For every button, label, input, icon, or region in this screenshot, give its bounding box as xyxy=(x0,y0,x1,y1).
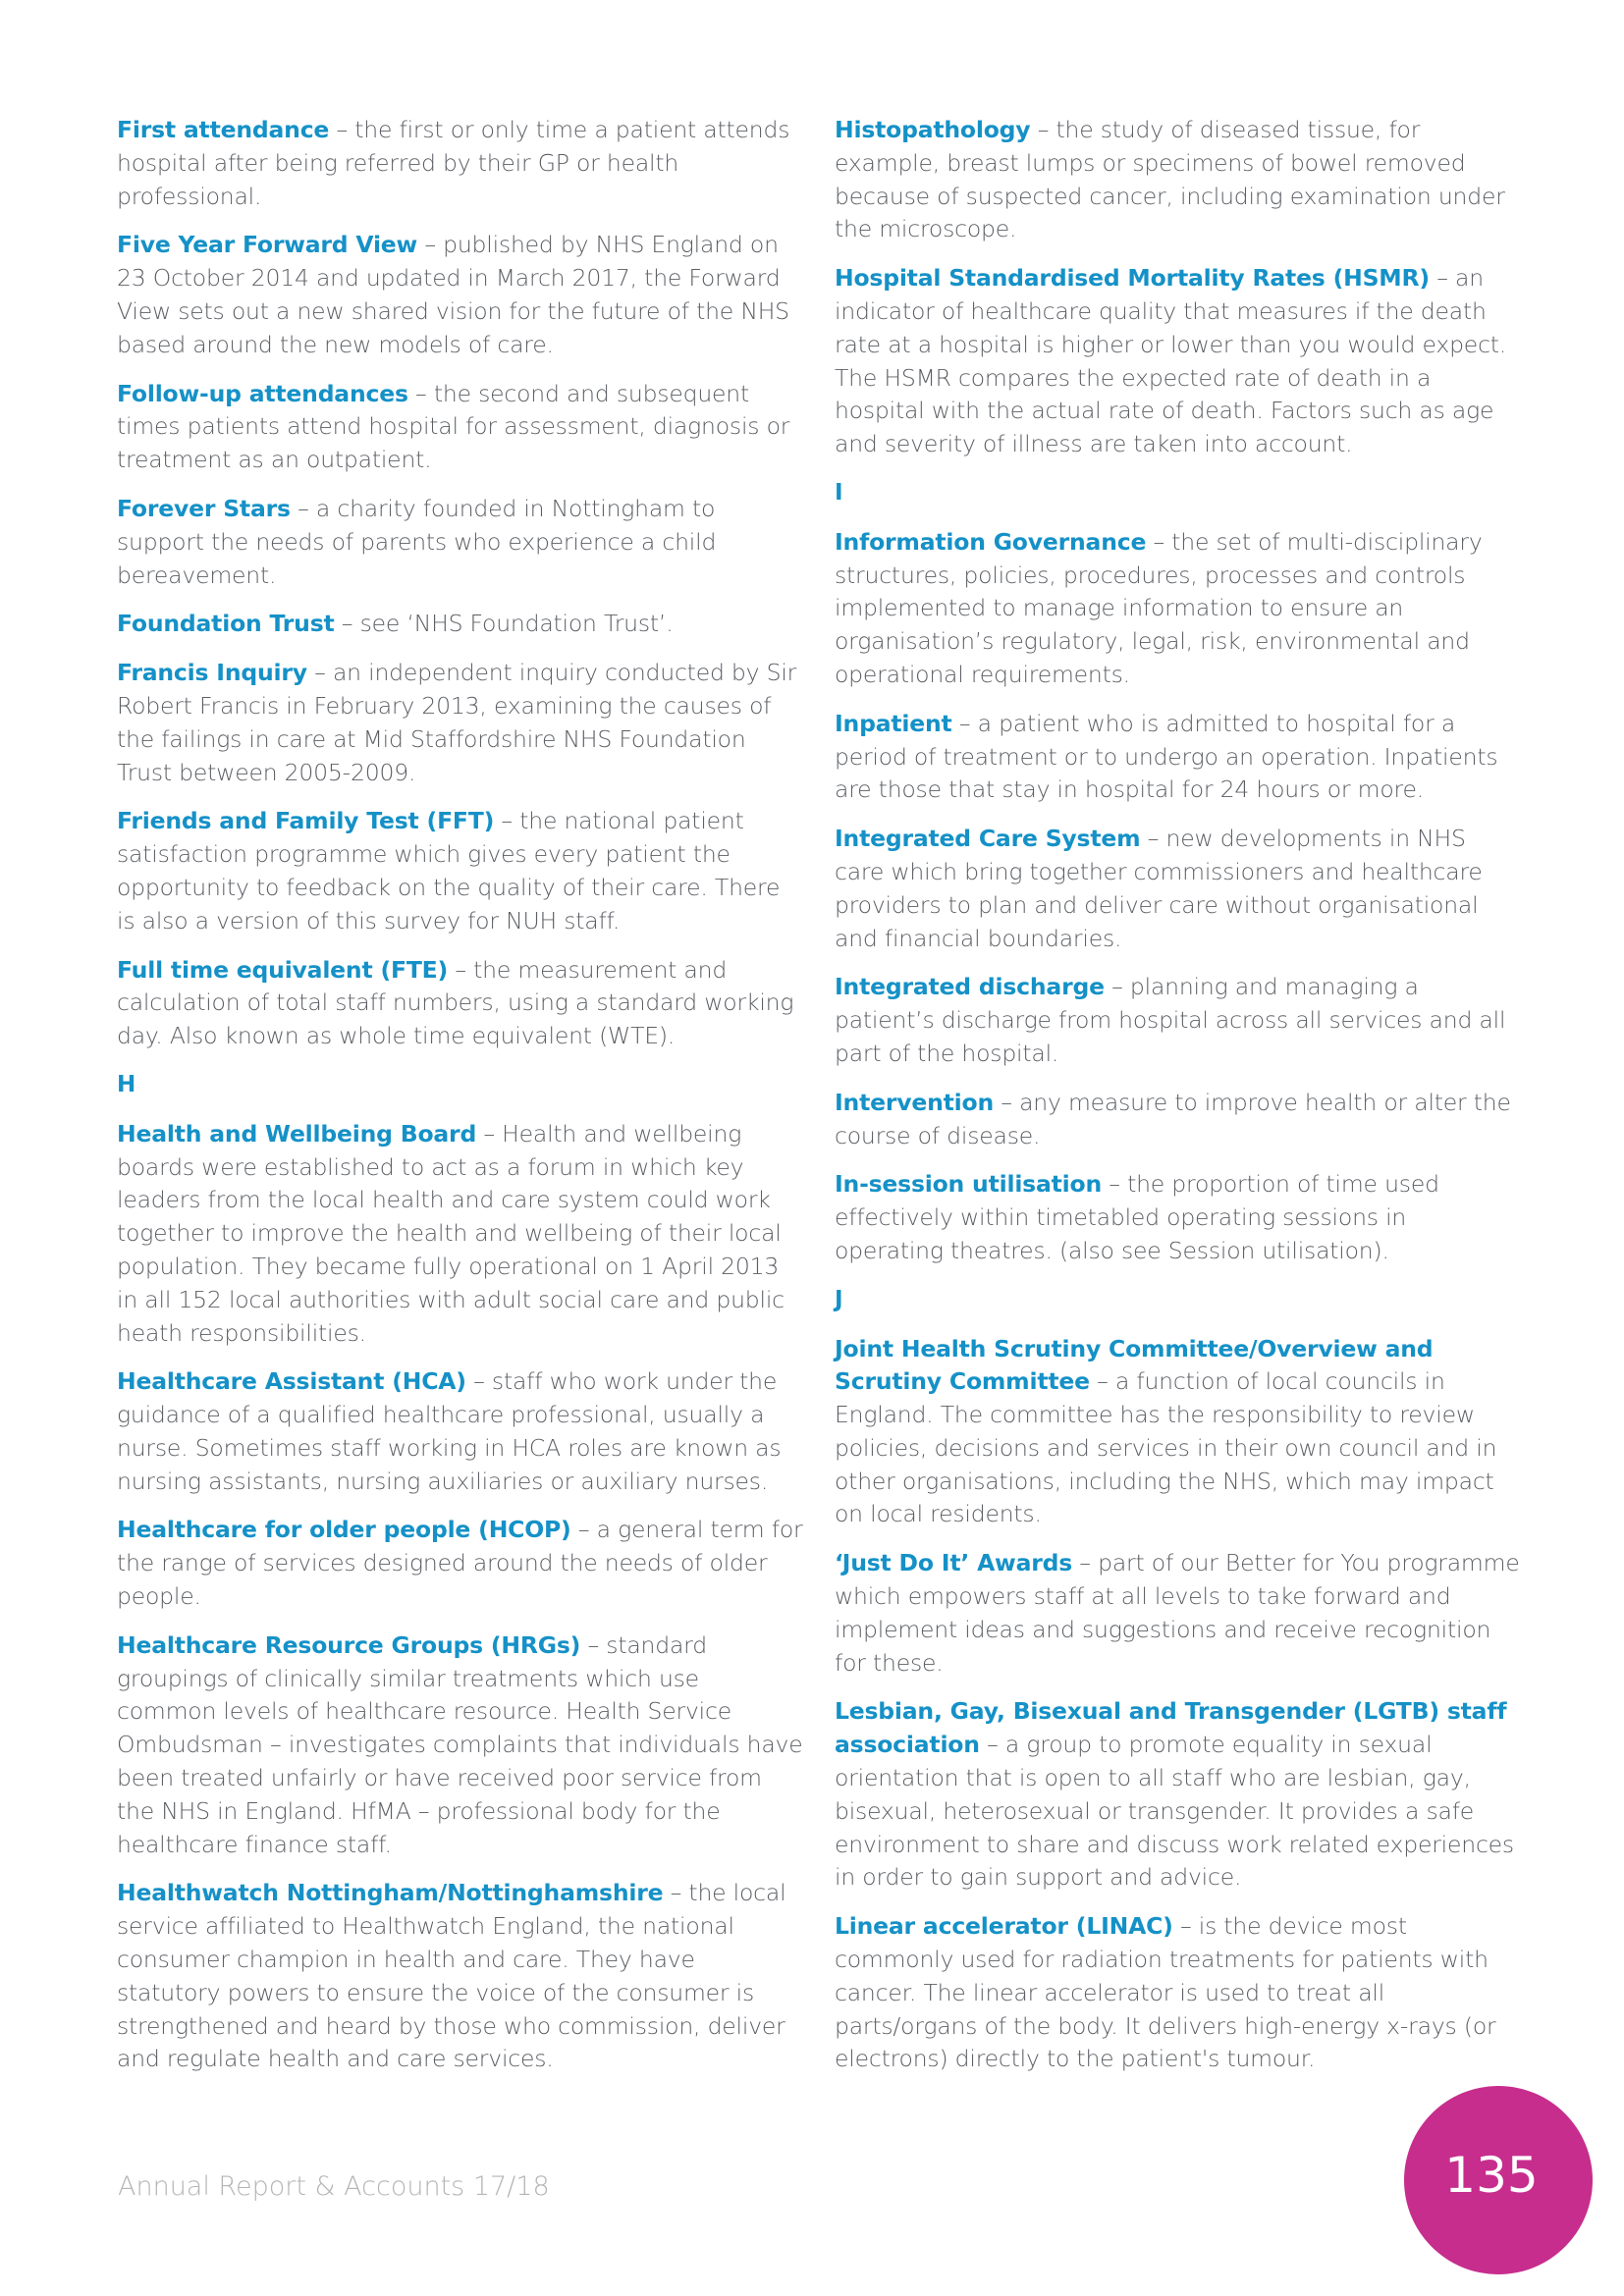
glossary-term: First attendance xyxy=(117,116,330,143)
glossary-entry xyxy=(835,708,1522,807)
glossary-entry xyxy=(117,1514,804,1613)
glossary-entry xyxy=(835,1910,1522,2076)
glossary-term: ‘Just Do It’ Awards xyxy=(835,1549,1073,1577)
glossary-entry xyxy=(835,1087,1522,1153)
section-letter-heading: J xyxy=(835,1286,843,1312)
glossary-definition: – a group to promote equality in sexual orientation that is open to all staff who are lesbian, gay, bisexual, heterosexual or transgender. It provides a safe environment to share and discuss work related experiences in order to gain support and advice. xyxy=(835,1731,1514,1892)
glossary-entry xyxy=(117,1118,804,1351)
glossary-entry xyxy=(835,526,1522,692)
glossary-term: In-session utilisation xyxy=(835,1170,1102,1199)
glossary-term: Inpatient xyxy=(835,709,952,737)
glossary-term: Integrated discharge xyxy=(835,973,1105,1001)
glossary-entry xyxy=(117,657,804,789)
glossary-term: Lesbian, Gay, Bisexual and Transgender (LGTB) staff association xyxy=(835,1697,1507,1759)
glossary-definition: – the first or only time a patient attends hospital after being referred by their GP or health professional. xyxy=(117,116,790,210)
glossary-definition: – the proportion of time used effectively within timetabled operating sessions in operating theatres. (also see Session utilisation). xyxy=(835,1170,1439,1264)
glossary-entry xyxy=(117,378,804,477)
glossary-entry xyxy=(835,114,1522,246)
glossary-entry xyxy=(835,823,1522,955)
glossary-definition: – a patient who is admitted to hospital for a period of treatment or to undergo an operation. Inpatients are those that stay in hospital for 24 hours or more. xyxy=(835,709,1498,804)
glossary-definition: – the set of multi-disciplinary structures, policies, procedures, processes and controls implemented to manage information to ensure an organisation’s regulatory, legal, risk, environmental and operational requirements. xyxy=(835,527,1483,688)
glossary-term: Information Governance xyxy=(835,527,1147,556)
glossary-term: Hospital Standardised Mortality Rates (HSMR) xyxy=(835,264,1430,293)
glossary-definition: – the measurement and calculation of total staff numbers, using a standard working day. Also known as whole time equivalent (WTE). xyxy=(117,955,794,1050)
glossary-term: Friends and Family Test (FFT) xyxy=(117,807,495,835)
glossary-entry xyxy=(117,114,804,213)
section-letter-heading: H xyxy=(117,1071,136,1097)
glossary-entry xyxy=(835,1168,1522,1267)
glossary-entry xyxy=(835,971,1522,1070)
glossary-definition: – staff who work under the guidance of a qualified healthcare professional, usually a nurse. Sometimes staff working in HCA roles are known as nursing assistants, nursing auxiliaries or auxiliary nurses. xyxy=(117,1367,782,1495)
glossary-definition: – published by NHS England on 23 October 2014 and updated in March 2017, the Forward View sets out a new shared vision for the future of the NHS based around the new models of care. xyxy=(117,231,789,358)
glossary-entry xyxy=(117,1629,804,1862)
glossary-definition: – an indicator of healthcare quality that measures if the death rate at a hospital is higher or lower than you would expect. The HSMR compares the expected rate of death in a hospital with the actual rate of death. Factors such as age and severity of illness are taken into account. xyxy=(835,264,1507,458)
glossary-entry xyxy=(835,1333,1522,1532)
page-number: 135 xyxy=(1444,2147,1539,2204)
glossary-term: Francis Inquiry xyxy=(117,659,307,687)
glossary-entry xyxy=(117,954,804,1053)
glossary-definition: – the national patient satisfaction programme which gives every patient the opportunity to feedback on the quality of their care. There is also a version of this survey for NUH staff. xyxy=(117,807,781,934)
glossary-term: Five Year Forward View xyxy=(117,231,418,259)
glossary-term: Health and Wellbeing Board xyxy=(117,1119,477,1148)
glossary-term: Histopathology xyxy=(835,116,1031,143)
glossary-definition: – Health and wellbeing boards were established to act as a forum in which key leaders from the local health and care system could work together to improve the health and wellbeing of their local population. They became fully operational on 1 April 2013 in all 152 local authorities with adult social care and public heath responsibilities. xyxy=(117,1119,785,1347)
glossary-term: Integrated Care System xyxy=(835,825,1141,853)
glossary-entry xyxy=(835,1547,1522,1680)
glossary-definition: – a charity founded in Nottingham to support the needs of parents who experience a child bereavement. xyxy=(117,494,717,589)
page-number-badge xyxy=(1404,2086,1593,2274)
glossary-entry xyxy=(117,493,804,592)
glossary-definition: – a function of local councils in England. The committee has the responsibility to review policies, decisions and services in their own council and in other organisations, including the NHS, which may impact on local residents. xyxy=(835,1367,1497,1528)
glossary-definition: – see ‘NHS Foundation Trust’. xyxy=(334,610,674,638)
glossary-definition: – planning and managing a patient’s discharge from hospital across all services and all part of the hospital. xyxy=(835,973,1506,1067)
glossary-right-column xyxy=(835,114,1522,2092)
glossary-term: Joint Health Scrutiny Committee/Overview and Scrutiny Committee xyxy=(835,1334,1434,1396)
footer-report-title: Annual Report & Accounts 17/18 xyxy=(118,2171,550,2202)
glossary-entry xyxy=(117,229,804,361)
glossary-term: Healthcare Assistant (HCA) xyxy=(117,1367,466,1396)
glossary-definition: – is the device most commonly used for radiation treatments for patients with cancer. The linear accelerator is used to treat all parts/organs of the body. It delivers high-energy x-rays (or electrons) directly to the patient's tumour. xyxy=(835,1912,1496,2073)
glossary-term: Healthwatch Nottingham/Nottinghamshire xyxy=(117,1879,664,1907)
glossary-entry xyxy=(835,262,1522,461)
glossary-entry xyxy=(117,1365,804,1498)
glossary-left-column xyxy=(117,114,804,2092)
section-letter-heading: I xyxy=(835,479,843,506)
glossary-term: Intervention xyxy=(835,1088,994,1116)
glossary-term: Foundation Trust xyxy=(117,610,335,638)
glossary-term: Forever Stars xyxy=(117,494,291,522)
glossary-definition: – new developments in NHS care which bring together commissioners and healthcare providers to plan and deliver care without organisational and financial boundaries. xyxy=(835,825,1483,952)
glossary-entry xyxy=(117,608,804,641)
glossary-definition: – the local service affiliated to Healthwatch England, the national consumer champion in health and care. They have statutory powers to ensure the voice of the consumer is strengthened and heard by those who commission, deliver and regulate health and care services. xyxy=(117,1879,786,2073)
glossary-term: Follow-up attendances xyxy=(117,379,408,407)
glossary-entry xyxy=(117,805,804,937)
glossary-definition: – a general term for the range of services designed around the needs of older people. xyxy=(117,1516,803,1611)
glossary-entry xyxy=(117,1877,804,2076)
glossary-definition: – part of our Better for You programme which empowers staff at all levels to take forward and implement ideas and suggestions and receive recognition for these. xyxy=(835,1549,1520,1677)
glossary-entry xyxy=(835,1695,1522,1895)
glossary-term: Linear accelerator (LINAC) xyxy=(835,1912,1173,1941)
glossary-definition: – the study of diseased tissue, for example, breast lumps or specimens of bowel removed because of suspected cancer, including examination under the microscope. xyxy=(835,116,1505,243)
glossary-term: Healthcare for older people (HCOP) xyxy=(117,1516,571,1544)
glossary-definition: – an independent inquiry conducted by Sir Robert Francis in February 2013, examining the causes of the failings in care at Mid Staffordshire NHS Foundation Trust between 2005-2009. xyxy=(117,659,797,786)
glossary-definition: – standard groupings of clinically similar treatments which use common levels of healthcare resource. Health Service Ombudsman – investigates complaints that individuals have been treated unfairly or have received poor service from the NHS in England. HfMA – professional body for the healthcare finance staff. xyxy=(117,1630,803,1858)
glossary-term: Full time equivalent (FTE) xyxy=(117,955,449,984)
glossary-term: Healthcare Resource Groups (HRGs) xyxy=(117,1630,581,1659)
glossary-definition: – the second and subsequent times patients attend hospital for assessment, diagnosis or treatment as an outpatient. xyxy=(117,379,790,474)
glossary-definition: – any measure to improve health or alter the course of disease. xyxy=(835,1088,1511,1149)
